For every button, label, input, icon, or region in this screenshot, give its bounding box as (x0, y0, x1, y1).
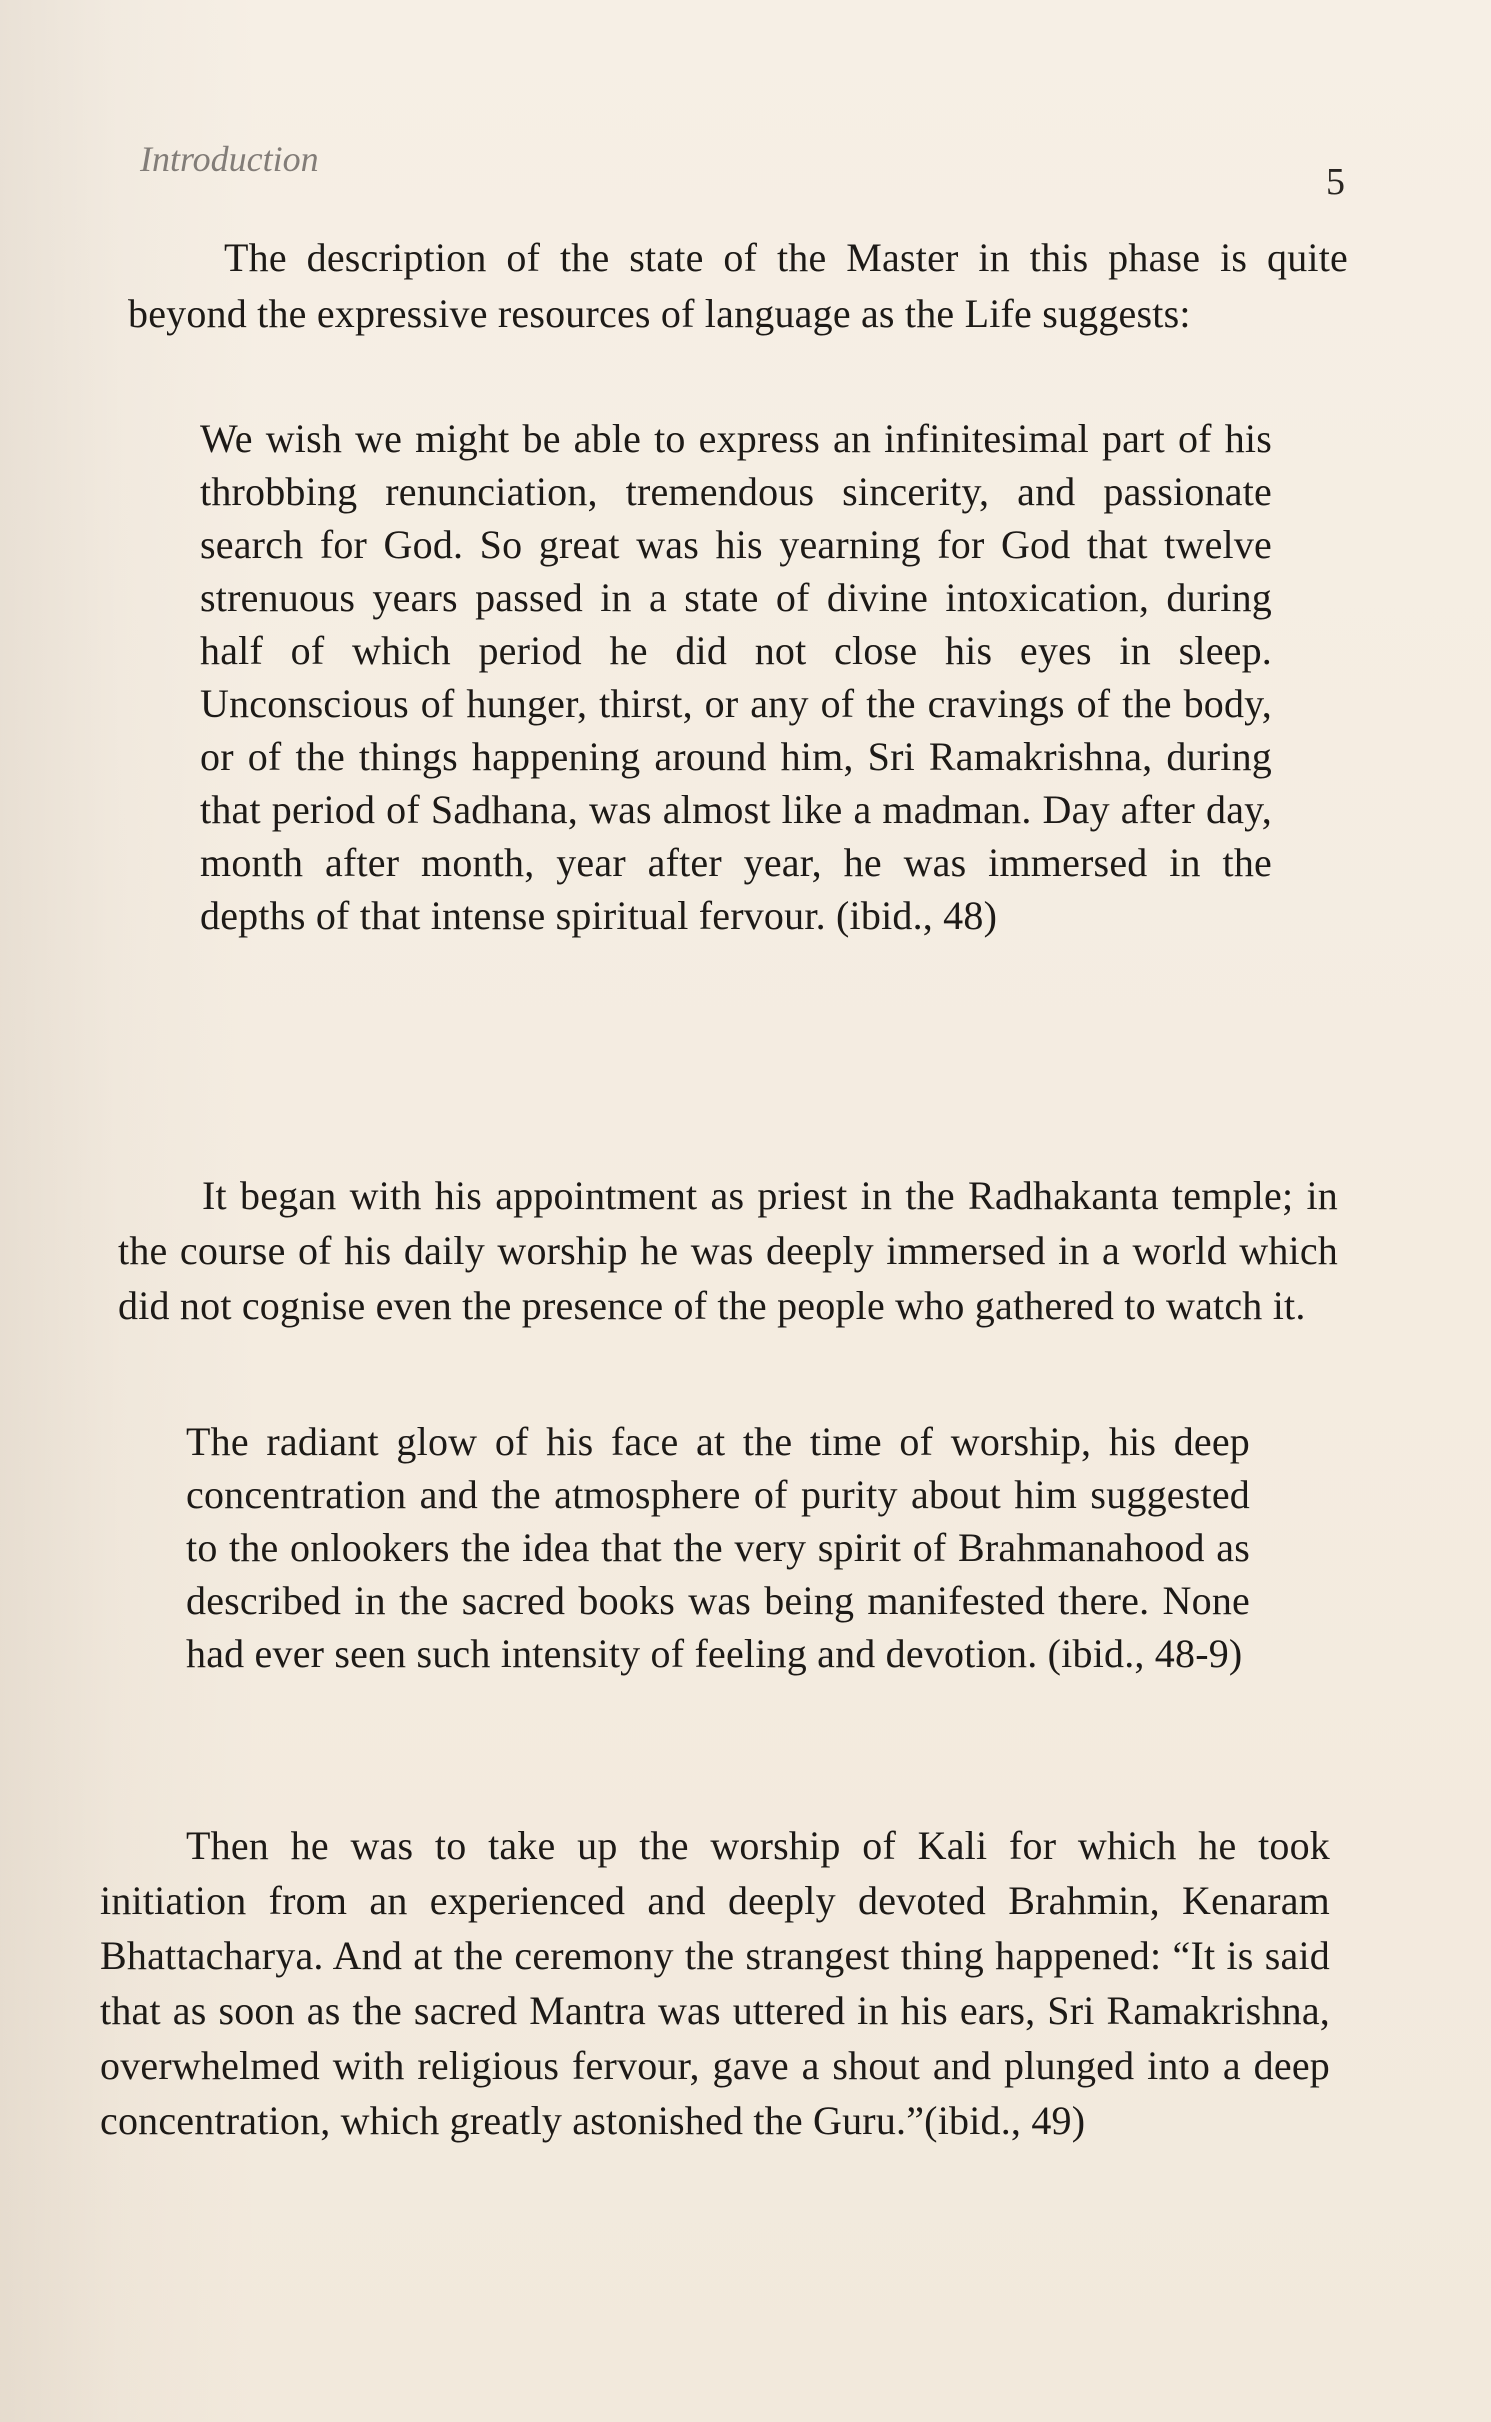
paragraph-3: Then he was to take up the worship of Kali for which he took initiation from an experienced and deeply devoted Brahmin, Kenaram Bhattacharya. And at the ceremony the strangest thing happened: “It is said that as soon as the sacred Mantra was uttered in his ears, Sri Ramakrishna, overwhelmed with religious fervour, gave a shout and plunged into a deep concentration, which greatly astonished the Guru.”(ibid., 49) (100, 1823, 1330, 2143)
page-number: 5 (1326, 161, 1345, 203)
paragraph-2: It began with his appointment as priest in the Radhakanta temple; in the course of his daily worship he was deeply immersed in a world which did not cognise even the presence of the people who gathered to watch it. (118, 1173, 1338, 1328)
running-head: Introduction (140, 139, 319, 179)
block-quote-2: The radiant glow of his face at the time of worship, his deep concentration and the atmosphere of purity about him suggested to the onlookers the idea that the very spirit of Brahmanahood as described in the sacred books was being manifested there. None had ever seen such intensity of feeling and devotion. (ibid., 48-9) (186, 1419, 1250, 1676)
block-quote-1: We wish we might be able to express an infinitesimal part of his throbbing renunciation, tremendous sincerity, and passionate search for God. So great was his yearning for God that twelve strenuous years passed in a state of divine intoxication, during half of which period he did not close his eyes in sleep. Unconscious of hunger, thirst, or any of the cravings of the body, or of the things happening around him, Sri Ramakrishna, during that period of Sadhana, was almost like a madman. Day after day, month after month, year after year, he was immersed in the depths of that intense spiritual fervour. (ibid., 48) (200, 416, 1272, 938)
paragraph-1: The description of the state of the Master in this phase is quite beyond the expressive resources of language as the Life suggests: (128, 235, 1348, 336)
